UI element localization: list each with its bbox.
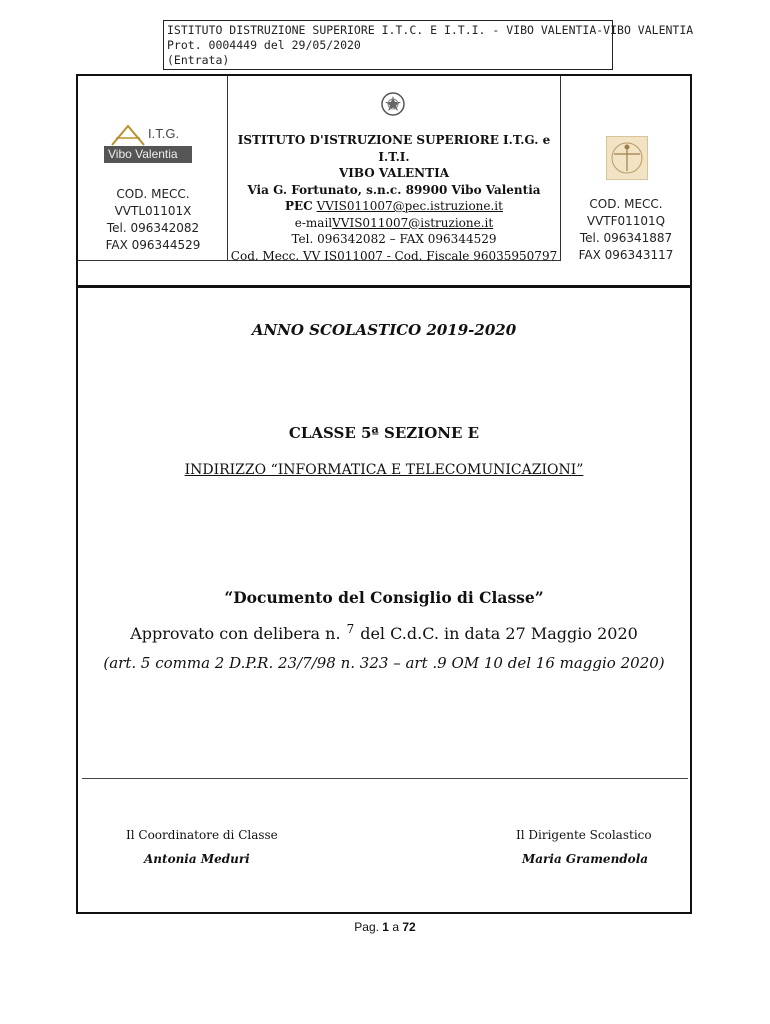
right-fax: FAX 096343117 — [578, 248, 674, 262]
coordinator-label: Il Coordinatore di Classe — [126, 828, 278, 842]
school-telfax: Tel. 096342082 – FAX 096344529 — [291, 232, 497, 246]
compass-icon — [108, 124, 148, 146]
republic-emblem-icon — [380, 90, 406, 118]
page-footer — [0, 920, 770, 934]
approval-line — [78, 622, 690, 643]
pec-link[interactable]: VVIS011007@pec.istruzione.it — [316, 199, 503, 213]
page-of: a — [392, 920, 400, 934]
pec-label: PEC — [285, 199, 313, 213]
school-info — [228, 132, 560, 264]
school-year-title: ANNO SCOLASTICO 2019-2020 — [251, 321, 517, 339]
curriculum-title: INDIRIZZO “INFORMATICA E TELECOMUNICAZIONI” — [184, 462, 584, 478]
cover-frame — [76, 74, 692, 914]
left-cod-label: COD. MECC. — [116, 187, 190, 201]
director-name: Maria Gramendola — [522, 852, 649, 866]
logo-itg-text: I.T.G. — [148, 126, 180, 141]
resolution-number: 7 — [346, 622, 355, 636]
letterhead-left — [78, 76, 228, 261]
class-section: CLASSE 5ª SEZIONE E — [288, 424, 480, 442]
right-tel: Tel. 096341887 — [579, 231, 673, 245]
coordinator-name: Antonia Meduri — [144, 852, 250, 866]
letterhead — [78, 76, 690, 288]
approval-prefix: Approvato con delibera n. — [130, 624, 341, 643]
itg-logo — [104, 124, 194, 166]
school-name: ISTITUTO D'ISTRUZIONE SUPERIORE I.T.G. e I.T.I. — [237, 133, 551, 164]
right-cod-label: COD. MECC. — [589, 197, 663, 211]
letterhead-center — [228, 76, 560, 261]
page-prefix: Pag. — [354, 920, 379, 934]
pec-line — [228, 198, 560, 215]
legal-reference: (art. 5 comma 2 D.P.R. 23/7/98 n. 323 – art .9 OM 10 del 16 maggio 2020) — [103, 654, 665, 672]
left-mecc-code: VVTL01101X — [114, 204, 192, 218]
vitruvian-logo-icon — [606, 136, 648, 180]
school-address: Via G. Fortunato, s.n.c. 89900 Vibo Valentia — [247, 182, 541, 197]
email-label: e-mail — [294, 215, 333, 230]
logo-city-bar: Vibo Valentia — [104, 146, 192, 163]
email-link[interactable]: VVIS011007@istruzione.it — [332, 215, 494, 230]
left-tel: Tel. 096342082 — [106, 221, 200, 235]
right-contact — [561, 196, 691, 264]
left-contact — [78, 186, 228, 254]
stamp-line-protocol: Prot. 0004449 del 29/05/2020 — [167, 38, 361, 52]
right-mecc-code: VVTF01101Q — [586, 214, 666, 228]
school-city: VIBO VALENTIA — [338, 166, 449, 180]
page-number: 1 — [382, 920, 389, 934]
director-label: Il Dirigente Scolastico — [516, 828, 652, 842]
letterhead-right — [560, 76, 690, 261]
approval-suffix: del C.d.C. in data 27 Maggio 2020 — [360, 624, 638, 643]
separator-line — [82, 778, 688, 779]
email-line — [228, 215, 560, 232]
page-total: 72 — [402, 920, 416, 934]
stamp-line-institute: ISTITUTO DISTRUZIONE SUPERIORE I.T.C. E I.T.I. - VIBO VALENTIA-VIBO VALENTIA — [167, 23, 694, 37]
protocol-stamp — [163, 20, 694, 70]
document-title: “Documento del Consiglio di Classe” — [224, 588, 544, 607]
stamp-line-type: (Entrata) — [167, 53, 230, 67]
school-codes: Cod. Mecc. VV IS011007 - Cod. Fiscale 96035950797 — [230, 248, 558, 263]
left-fax: FAX 096344529 — [105, 238, 201, 252]
